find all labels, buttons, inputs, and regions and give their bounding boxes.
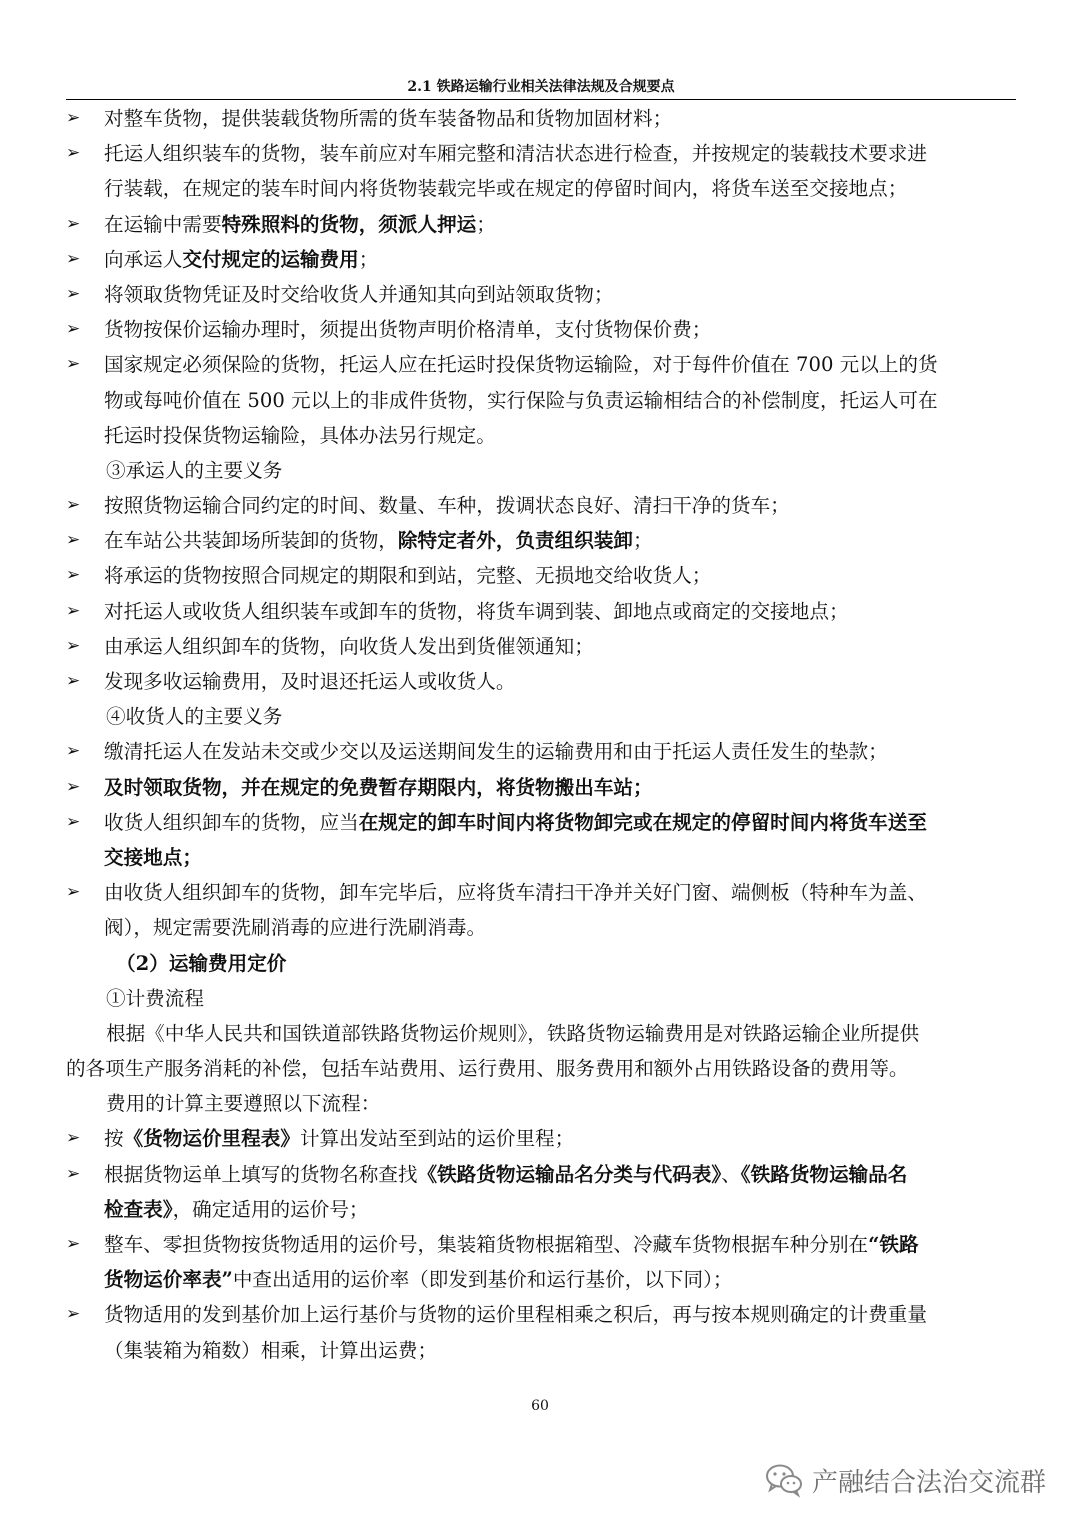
bullet-arrow-icon: ➢ — [66, 1304, 81, 1325]
text-run: 托运人组织装车的货物，装车前应对车厢完整和清洁状态进行检查，并按规定的装载技术要求进 — [104, 142, 927, 166]
wechat-icon — [764, 1462, 804, 1498]
text-run: 阀），规定需要洗刷消毒的应进行洗刷消毒。 — [104, 916, 487, 940]
page-header: 2.1 铁路运输行业相关法律法规及合规要点 — [407, 79, 675, 95]
bullet-arrow-icon: ➢ — [66, 671, 81, 691]
text-run: 按照货物运输合同约定的时间、数量、车种，拨调状态良好、清扫干净的货车； — [104, 494, 790, 518]
bullet-item — [66, 770, 1016, 805]
section-heading — [66, 946, 1016, 981]
document-body — [66, 101, 1016, 1368]
line-text — [104, 523, 653, 558]
bullet-arrow-icon: ➢ — [66, 882, 81, 903]
bullet-item — [66, 734, 1016, 769]
bullet-item — [66, 347, 1016, 382]
text-line — [66, 1333, 1016, 1368]
text-run: ，确定适用的运价号； — [172, 1197, 369, 1221]
line-text — [104, 875, 927, 910]
bullet-item — [66, 207, 1016, 242]
line-text — [106, 1086, 380, 1121]
text-line — [66, 1016, 1016, 1051]
bullet-item — [66, 664, 1016, 699]
text-run: 的各项生产服务消耗的补偿，包括车站费用、运行费用、服务费用和额外占用铁路设备的费用等。 — [66, 1057, 909, 1081]
bullet-arrow-icon: ➢ — [66, 1163, 81, 1184]
text-run: 、 — [721, 1162, 741, 1186]
text-run: 托运时投保货物运输险，具体办法另行规定。 — [104, 423, 496, 447]
bullet-item — [66, 629, 1016, 664]
bullet-item — [66, 1297, 1016, 1332]
bold-run: “铁路 — [868, 1233, 919, 1256]
text-line — [66, 1051, 1016, 1086]
text-line — [66, 910, 1016, 945]
text-run: 国家规定必须保险的货物，托运人应在托运时投保货物运输险，对于每件价值在 700 元以上的货 — [104, 353, 938, 377]
text-line — [66, 1262, 1016, 1297]
text-run: ； — [476, 212, 496, 236]
text-run: 根据货物运单上填写的货物名称查找 — [104, 1162, 418, 1186]
bold-run: 在规定的卸车时间内将货物卸完或在规定的停留时间内将货车送至 — [358, 810, 927, 834]
line-text — [106, 981, 204, 1016]
line-text — [104, 558, 711, 593]
line-text — [104, 101, 672, 136]
bullet-arrow-icon: ➢ — [66, 635, 81, 656]
text-run: 向承运人 — [104, 247, 183, 271]
bullet-arrow-icon: ➢ — [66, 319, 81, 340]
text-line — [66, 171, 1016, 206]
line-text — [104, 418, 496, 453]
text-run: 对整车货物，提供装载货物所需的货车装备物品和货物加固材料； — [104, 107, 673, 130]
bold-run: 《铁路货物运输品名 — [740, 1162, 908, 1186]
line-text — [104, 1121, 574, 1156]
text-run: 发现多收运输费用，及时退还托运人或收货人。 — [104, 670, 516, 693]
bullet-arrow-icon: ➢ — [66, 1234, 81, 1254]
bullet-item — [66, 1157, 1016, 1192]
bullet-item — [66, 136, 1016, 171]
bullet-item — [66, 594, 1016, 629]
bullet-item — [66, 558, 1016, 593]
bullet-item — [66, 488, 1016, 523]
bold-run: 及时领取货物，并在规定的免费暂存期限内，将货物搬出车站； — [104, 775, 653, 799]
line-text — [106, 453, 282, 488]
bold-run: 除特定者外，负责组织装卸 — [397, 529, 634, 553]
line-text — [104, 1227, 919, 1262]
line-text — [106, 699, 282, 734]
text-run: 将领取货物凭证及时交给收货人并通知其向到站领取货物； — [104, 282, 614, 306]
line-text — [104, 1157, 907, 1192]
text-run: （集装箱为箱数）相乘，计算出运费； — [104, 1338, 438, 1362]
bold-run: 特殊照料的货物，须派人押运 — [221, 212, 477, 236]
bullet-arrow-icon: ➢ — [66, 776, 81, 797]
text-run: 计算出发站至到站的运价里程； — [299, 1127, 575, 1151]
line-text — [104, 277, 613, 312]
text-run: 整车、零担货物按货物适用的运价号，集装箱货物根据箱型、冷藏车货物根据车种分别在 — [104, 1233, 869, 1256]
text-run: ； — [633, 529, 653, 553]
text-line — [66, 981, 1016, 1016]
bullet-item — [66, 242, 1016, 277]
bullet-arrow-icon: ➢ — [66, 741, 81, 762]
bullet-arrow-icon: ➢ — [66, 530, 81, 551]
text-run: 费用的计算主要遵照以下流程： — [106, 1092, 381, 1116]
text-run: 对托运人或收货人组织装车或卸车的货物，将货车调到装、卸地点或商定的交接地点； — [104, 599, 849, 623]
text-run: ④收货人的主要义务 — [106, 705, 283, 729]
text-line — [66, 453, 1016, 488]
text-run: 货物按保价运输办理时，须提出货物声明价格清单，支付货物保价费； — [104, 318, 712, 342]
text-run: 货物适用的发到基价加上运行基价与货物的运价里程相乘之积后，再与按本规则确定的计费重量 — [104, 1303, 927, 1327]
text-run: 在运输中需要 — [104, 212, 222, 236]
text-run: 将承运的货物按照合同规定的期限和到站，完整、无损地交给收货人； — [104, 564, 712, 588]
watermark — [764, 1458, 1046, 1502]
bullet-arrow-icon: ➢ — [66, 248, 81, 269]
bullet-item — [66, 523, 1016, 558]
bold-run: 交接地点； — [104, 845, 202, 869]
bullet-item — [66, 101, 1016, 136]
line-text — [104, 910, 486, 945]
line-text — [104, 1333, 437, 1368]
text-run: 中查出适用的运价率（即发到基价和运行基价，以下同）； — [232, 1268, 733, 1292]
text-line — [66, 1192, 1016, 1227]
text-run: 行装载，在规定的装车时间内将货物装载完毕或在规定的停留时间内，将货车送至交接地点； — [104, 177, 908, 201]
text-run: 由承运人组织卸车的货物，向收货人发出到货催领通知； — [104, 634, 594, 658]
bold-run: 检查表》 — [104, 1197, 173, 1221]
line-text — [104, 1192, 369, 1227]
line-text — [104, 805, 927, 840]
line-text — [104, 1297, 927, 1332]
text-line — [66, 383, 1016, 418]
text-line — [66, 418, 1016, 453]
bullet-item — [66, 312, 1016, 347]
line-text — [116, 946, 286, 981]
watermark-text: 产融结合法治交流群 — [811, 1467, 1046, 1498]
line-text — [104, 734, 888, 769]
line-text — [106, 1016, 919, 1051]
bullet-item — [66, 1121, 1016, 1156]
bullet-arrow-icon: ➢ — [66, 565, 81, 586]
line-text — [104, 594, 849, 629]
text-run: 根据《中华人民共和国铁道部铁路货物运价规则》，铁路货物运输费用是对铁路运输企业所提供 — [106, 1021, 920, 1045]
bullet-item — [66, 805, 1016, 840]
line-text — [104, 207, 496, 242]
bullet-item — [66, 1227, 1016, 1262]
bullet-arrow-icon: ➢ — [66, 1128, 81, 1149]
line-text — [104, 136, 927, 171]
bullet-arrow-icon: ➢ — [66, 108, 81, 128]
line-text — [104, 171, 907, 206]
line-text — [104, 1262, 732, 1297]
line-text — [104, 629, 594, 664]
bullet-arrow-icon: ➢ — [66, 495, 81, 516]
header-rule — [66, 99, 1016, 100]
text-run: ③承运人的主要义务 — [106, 458, 283, 482]
text-run: 按 — [104, 1127, 124, 1151]
bullet-item — [66, 875, 1016, 910]
bold-run: 货物运价率表” — [104, 1268, 233, 1292]
bold-run: 《铁路货物运输品名分类与代码表》 — [417, 1162, 722, 1186]
text-run: 在车站公共装卸场所装卸的货物， — [104, 529, 398, 553]
text-run: 收货人组织卸车的货物，应当 — [104, 810, 359, 834]
bullet-arrow-icon: ➢ — [66, 600, 81, 621]
text-run: 由收货人组织卸车的货物，卸车完毕后，应将货车清扫干净并关好门窗、端侧板（特种车为盖、 — [104, 881, 927, 905]
line-text — [66, 1051, 909, 1086]
bullet-arrow-icon: ➢ — [66, 143, 81, 164]
line-text — [104, 488, 790, 523]
line-text — [104, 840, 202, 875]
text-run: 缴清托运人在发站未交或少交以及运送期间发生的运输费用和由于托运人责任发生的垫款； — [104, 740, 888, 764]
page-number: 60 — [531, 1398, 549, 1414]
text-line — [66, 840, 1016, 875]
bullet-item — [66, 277, 1016, 312]
text-run: ①计费流程 — [106, 986, 204, 1010]
bullet-arrow-icon: ➢ — [66, 283, 81, 304]
line-text — [104, 383, 938, 418]
text-line — [66, 1086, 1016, 1121]
line-text — [104, 242, 378, 277]
line-text — [104, 770, 653, 805]
line-text — [104, 664, 515, 699]
text-line — [66, 699, 1016, 734]
text-run: （2）运输费用定价 — [116, 951, 287, 975]
bold-run: 《货物运价里程表》 — [123, 1127, 300, 1151]
line-text — [104, 347, 938, 382]
bullet-arrow-icon: ➢ — [66, 811, 81, 832]
line-text — [104, 312, 711, 347]
bullet-arrow-icon: ➢ — [66, 354, 81, 375]
bullet-arrow-icon: ➢ — [66, 213, 81, 234]
text-run: ； — [358, 247, 379, 271]
text-run: 物或每吨价值在 500 元以上的非成件货物，实行保险与负责运输相结合的补偿制度，托运人可在 — [104, 388, 938, 412]
bold-run: 交付规定的运输费用 — [182, 247, 359, 271]
